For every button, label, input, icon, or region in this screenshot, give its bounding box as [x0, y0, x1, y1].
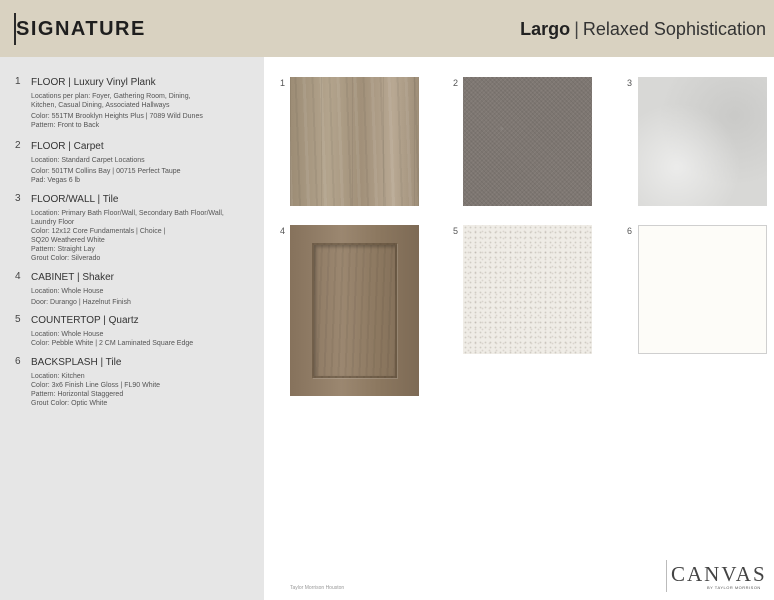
spec-number: 2 [15, 140, 21, 151]
spec-line: Location: Primary Bath Floor/Wall, Secondary Bath Floor/Wall, [31, 210, 224, 217]
spec-title: FLOOR/WALL | Tile [31, 194, 119, 205]
spec-number: 5 [15, 314, 21, 325]
swatch-carpet [463, 77, 592, 206]
swatch-stone-tile [638, 77, 767, 206]
spec-title: FLOOR | Carpet [31, 141, 104, 152]
brand-title: SIGNATURE [16, 18, 146, 40]
footnote: Taylor Morrison Houston [290, 585, 345, 591]
spec-line: Pattern: Front to Back [31, 122, 100, 129]
spec-line: Location: Standard Carpet Locations [31, 157, 145, 164]
spec-line: Color: 12x12 Core Fundamentals | Choice | [31, 228, 166, 235]
spec-line: Location: Whole House [31, 331, 104, 338]
spec-line: Location: Whole House [31, 288, 104, 295]
spec-item-floor-carpet [15, 140, 255, 185]
collection-subtitle: Relaxed Sophistication [582, 19, 766, 39]
canvas-logo [666, 560, 770, 592]
spec-number: 1 [15, 76, 21, 87]
spec-line: Color: Pebble White | 2 CM Laminated Square Edge [31, 340, 194, 347]
spec-line: Grout Color: Silverado [31, 255, 101, 262]
spec-number: 4 [15, 271, 21, 282]
spec-line: Grout Color: Optic White [31, 400, 108, 407]
swatch-number: 3 [627, 78, 633, 88]
spec-title: COUNTERTOP | Quartz [31, 315, 139, 326]
spec-line: Kitchen, Casual Dining, Associated Hallways [31, 102, 170, 109]
spec-number: 3 [15, 193, 21, 204]
spec-title: BACKSPLASH | Tile [31, 357, 122, 368]
collection-separator: | [574, 19, 579, 39]
spec-item-backsplash [15, 356, 255, 408]
spec-line: Door: Durango | Hazelnut Finish [31, 299, 131, 306]
spec-line: Laundry Floor [31, 219, 75, 226]
swatch-number: 4 [280, 226, 286, 236]
spec-item-cabinet [15, 271, 255, 307]
cabinet-door-panel [312, 243, 397, 378]
spec-line: SQ20 Weathered White [31, 237, 105, 244]
spec-title: CABINET | Shaker [31, 272, 114, 283]
spec-line: Pattern: Horizontal Staggered [31, 391, 124, 398]
spec-line: Color: 551TM Brooklyn Heights Plus | 7089 Wild Dunes [31, 113, 203, 120]
spec-line: Locations per plan: Foyer, Gathering Room, Dining, [31, 93, 191, 100]
swatch-number: 1 [280, 78, 286, 88]
collection-name: Largo [520, 19, 571, 39]
specification-panel [0, 57, 264, 600]
logo-byline: BY TAYLOR MORRISON [707, 585, 761, 590]
spec-item-floor-wall-tile [15, 193, 255, 263]
spec-item-floor-lvp [15, 76, 255, 130]
swatch-speckled-quartz [463, 225, 592, 354]
collection-title [520, 19, 766, 40]
swatch-number: 5 [453, 226, 459, 236]
spec-line: Location: Kitchen [31, 373, 85, 380]
spec-line: Pad: Vegas 6 lb [31, 177, 81, 184]
swatch-number: 6 [627, 226, 633, 236]
header [0, 0, 774, 57]
spec-number: 6 [15, 356, 21, 367]
spec-item-countertop [15, 314, 255, 348]
logo-word: CANVAS [671, 562, 767, 586]
spec-line: Color: 3x6 Finish Line Gloss | FL90 White [31, 382, 161, 389]
spec-line: Pattern: Straight Lay [31, 246, 95, 253]
swatch-wood-vinyl-plank [290, 77, 419, 206]
spec-title: FLOOR | Luxury Vinyl Plank [31, 77, 156, 88]
swatch-number: 2 [453, 78, 459, 88]
swatch-white-tile [638, 225, 767, 354]
swatch-shaker-cabinet-door [290, 225, 419, 396]
spec-line: Color: 501TM Collins Bay | 00715 Perfect Taupe [31, 168, 181, 175]
